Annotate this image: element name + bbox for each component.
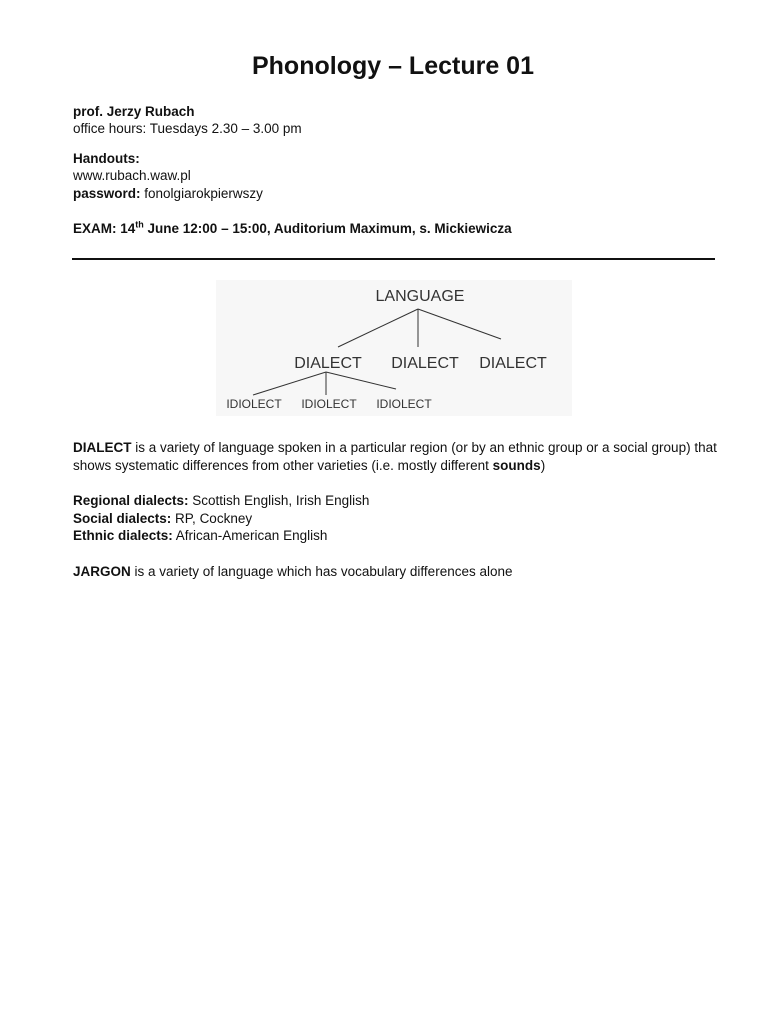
dialect-text-end: ): [540, 458, 546, 473]
social-dialects: [73, 510, 252, 527]
exam-details: June 12:00 – 15:00, Auditorium Maximum, s. Mickiewicza: [143, 221, 512, 236]
jargon-term: JARGON: [73, 564, 131, 579]
dialect-term: DIALECT: [73, 440, 132, 455]
node-idiolect-2: IDIOLECT: [301, 397, 357, 411]
ethnic-dialects: [73, 527, 327, 544]
node-dialect-2: DIALECT: [391, 355, 459, 372]
dialect-text: is a variety of language spoken in a particular region (or by an ethnic group or a social group) that shows systematic differences from other varieties (i.e. mostly different: [73, 440, 717, 473]
regional-label: Regional dialects:: [73, 493, 189, 508]
node-idiolect-1: IDIOLECT: [226, 397, 282, 411]
node-idiolect-3: IDIOLECT: [376, 397, 432, 411]
social-value: RP, Cockney: [171, 511, 253, 526]
node-language: LANGUAGE: [375, 288, 465, 305]
page-title: Phonology – Lecture 01: [251, 52, 534, 80]
social-label: Social dialects:: [73, 511, 172, 526]
regional-value: Scottish English, Irish English: [188, 493, 370, 508]
handouts-url: www.rubach.waw.pl: [73, 168, 191, 183]
professor-name: prof. Jerzy Rubach: [73, 104, 195, 119]
regional-dialects: [73, 492, 369, 509]
node-dialect-1: DIALECT: [294, 355, 362, 372]
edge-dialect-idiolect3: [326, 372, 396, 389]
jargon-text: is a variety of language which has vocabulary differences alone: [130, 564, 513, 579]
ethnic-label: Ethnic dialects:: [73, 528, 173, 543]
horizontal-rule: [72, 258, 715, 260]
exam-prefix: EXAM: 14: [73, 221, 136, 236]
exam-date-suffix: th: [135, 219, 144, 230]
edge-language-dialect1: [338, 309, 418, 347]
exam-line: [73, 220, 512, 237]
language-tree-diagram: [216, 280, 572, 416]
edge-language-dialect3: [418, 309, 501, 339]
edge-dialect-idiolect1: [253, 372, 326, 395]
password-label: password:: [73, 186, 141, 201]
office-hours: office hours: Tuesdays 2.30 – 3.00 pm: [73, 121, 302, 136]
dialect-definition: [73, 439, 723, 475]
ethnic-value: African-American English: [172, 528, 328, 543]
password-line: [73, 185, 263, 202]
node-dialect-3: DIALECT: [479, 355, 547, 372]
dialect-emphasis: sounds: [492, 458, 541, 473]
password-value: fonolgiarokpierwszy: [144, 186, 263, 201]
jargon-definition: [73, 563, 513, 580]
handouts-label: Handouts:: [73, 151, 140, 166]
